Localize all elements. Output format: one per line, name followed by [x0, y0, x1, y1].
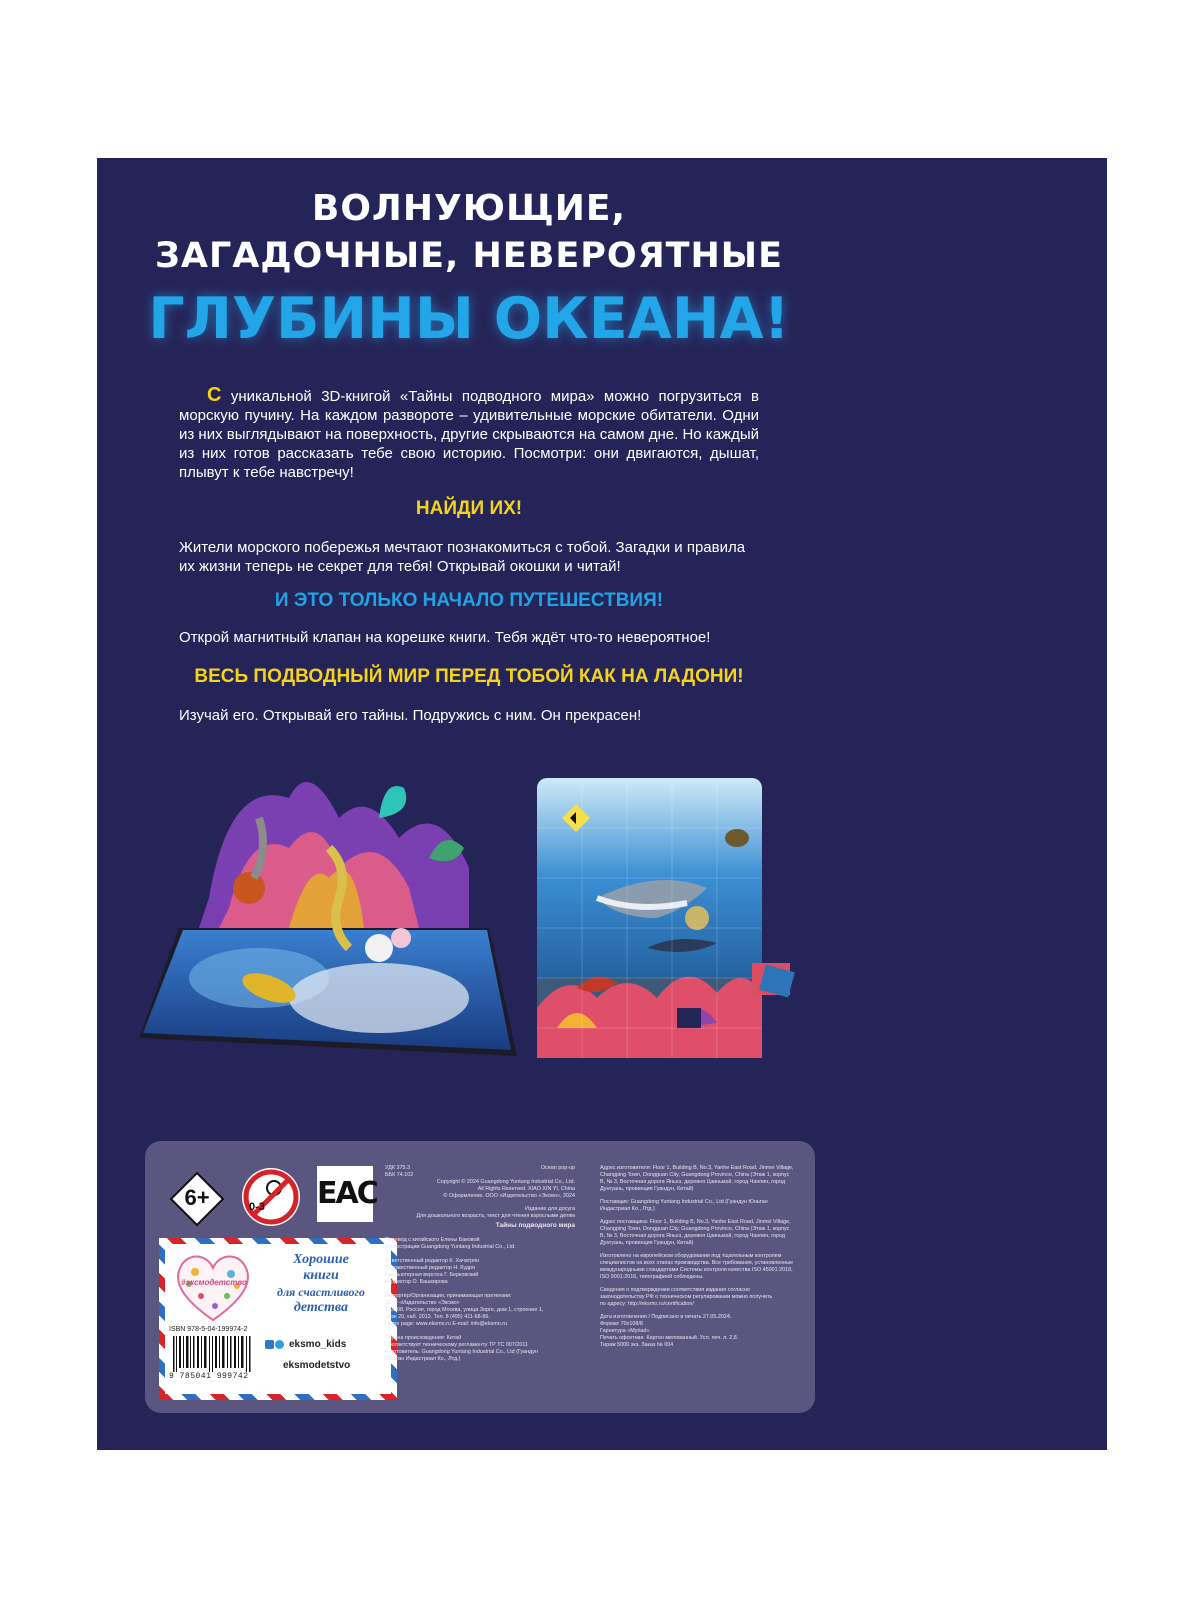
popup-book-image — [139, 758, 519, 1058]
barcode-number: 9 785041 999742 — [169, 1372, 249, 1381]
card-slogan-line-3: для счастливого — [277, 1285, 365, 1299]
imprint-book-title: Тайны подводного мира — [495, 1222, 575, 1229]
imprint-credits: Перевод с китайского Елены Баковой Иллюстрации Guangdong Yuntang Industrial Co., Ltd. Ответственный редактор К. Хачатрян Художественный редактор Н. Кудря Компьютерная верстка Г. Берковский Корректор О. Башкирова — [385, 1237, 516, 1285]
heart-logo-text: #эксмодетство — [181, 1278, 247, 1287]
card-slogan-line-1: Хорошие — [293, 1252, 349, 1267]
imprint-panel — [145, 1141, 815, 1413]
section-title-world: ВЕСЬ ПОДВОДНЫЙ МИР ПЕРЕД ТОБОЙ КАК НА ЛАДОНИ! — [194, 666, 744, 687]
social-handle-kids: eksmo_kids — [289, 1339, 347, 1350]
imprint-column-2 — [600, 1165, 795, 1349]
telegram-icon — [275, 1340, 284, 1349]
not-for-under-3-text: 0-3 — [249, 1201, 265, 1213]
intro-dropcap: С — [207, 384, 222, 406]
headline-main: ГЛУБИНЫ ОКЕАНА! — [148, 286, 790, 352]
section-text-find: Жители морского побережья мечтают познакомиться с тобой. Загадки и правила их жизни теперь не секрет для тебя! Открывай окошки и читай! — [179, 539, 746, 575]
card-slogan-line-2: книги — [303, 1268, 339, 1283]
puzzle-image — [537, 778, 837, 1078]
social-handle-detstvo: eksmodetstvo — [283, 1360, 351, 1371]
headline-line-1: ВОЛНУЮЩИЕ, — [311, 188, 627, 229]
book-back-cover — [97, 158, 1107, 1450]
imprint-edition: Издание для досуга Для дошкольного возраста, текст для чтения взрослыми детям — [416, 1206, 575, 1219]
eac-mark-text: EAC — [317, 1176, 377, 1211]
imprint-copyright: Copyright © 2024 Guangdong Yuntang Industrial Co., Ltd. All Rights Reserved. XIAO XIN YI, China © Оформление. ООО «Издательство «Эксмо», 2024 — [436, 1179, 575, 1199]
imprint-udk: УДК 375.3 ББК 74.102 — [385, 1165, 414, 1178]
imprint-print-info: Дата изготовления / Подписано в печать 27.05.2024. Формат 70х108/8 Гарнитура «Myriad». Печать офсетная. Картон мелованный. Усл. печ. л. 2,8. Тираж 5000 экз. Заказ № 004 — [600, 1314, 739, 1348]
eac-mark — [317, 1166, 377, 1222]
age-rating-text: 6+ — [184, 1185, 210, 1210]
card-slogan — [261, 1252, 381, 1316]
barcode-icon — [171, 1336, 251, 1372]
isbn-text: ISBN 978-5-04-199974-2 — [169, 1326, 248, 1333]
imprint-column-1 — [385, 1165, 575, 1363]
section-text-world: Изучай его. Открывай его тайны. Подружись с ним. Он прекрасен! — [179, 707, 642, 724]
imprint-quality: Изготовлено на европейском оборудовании под тщательным контролем специалистов на всех этапах производства. Все требования, установленные международными стандартами Системы контроля качества ISO 45001:2018, ISO 9001:2016, типографией соблюдены. — [600, 1253, 794, 1280]
imprint-supplier: Поставщик: Guangdong Yuntang Industrial Co., Ltd (Гуандун Юньтан Индастриал Ко., Лтд.) — [600, 1199, 768, 1212]
section-text-journey: Открой магнитный клапан на корешке книги. Тебя ждёт что-то невероятное! — [179, 629, 711, 646]
imprint-importer: Импортёр/Организация, принимающая претензии: ООО «Издательство «Эксмо» 123308, Россия, город Москва, улица Зорге, дом 1, строение 1, этаж 20, каб. 2013. Тел. 8 (495) 411-68-86. Home page: www.eksmo.ru E-mail: info@eksmo.ru — [385, 1293, 544, 1327]
card-slogan-line-4: детства — [293, 1300, 349, 1315]
headline-line-2: ЗАГАДОЧНЫЕ, НЕВЕРОЯТНЫЕ — [155, 236, 783, 276]
imprint-origin: Страна происхождения: Китай Соответствует техническому регламенту ТР ТС 007/2011 Изготовитель: Guangdong Yuntang Industrial Co., Ltd (Гуандун Юньтан Индастриал Ко., Лтд.) — [385, 1335, 538, 1362]
imprint-maker-address: Адрес изготовителя: Floor 1, Building B, No.3, Yanhe East Road, Jinmei Village, Changping Town, Dongguan City, Guangdong Province, China (Этаж 1, корпус B, № 3, Восточная дорога Яньхэ, деревня Цзиньмэй, город Чанпин, город Дунгуань, провинция Гуандун, Китай) — [600, 1165, 794, 1192]
imprint-certification: Сведения о подтверждении соответствия издания согласно законодательству РФ о техническом регулировании можно получить по адресу: http://eksmo.ru/certification/ — [600, 1287, 773, 1307]
intro-paragraph — [179, 386, 759, 482]
imprint-supplier-address: Адрес поставщика: Floor 1, Building B, No.3, Yanhe East Road, Jinmei Village, Changping Town, Dongguan City, Guangdong Province, China (Этаж 1, корпус B, № 3, Восточная дорога Яньхэ, деревня Цзиньмэй, город Чанпин, город Дунгуань, провинция Гуандун, Китай) — [600, 1219, 791, 1246]
section-title-find: НАЙДИ ИХ! — [415, 498, 523, 519]
eksmo-card — [159, 1238, 397, 1400]
intro-text: уникальной 3D-книгой «Тайны подводного мира» можно погрузиться в морскую пучину. На каждом развороте – удивительные морские обитатели. Одни из них выглядывают на поверхность, другие скрываются на самом дне. Но каждый из них готов рассказать тебе свою историю. Посмотри: они двигаются, дышат, плывут к тебе навстречу! — [179, 388, 759, 481]
section-title-journey: И ЭТО ТОЛЬКО НАЧАЛО ПУТЕШЕСТВИЯ! — [274, 590, 664, 611]
not-for-under-3-icon — [240, 1166, 302, 1228]
vk-icon — [265, 1340, 274, 1349]
imprint-original-title: Ocean pop-up — [540, 1165, 575, 1171]
